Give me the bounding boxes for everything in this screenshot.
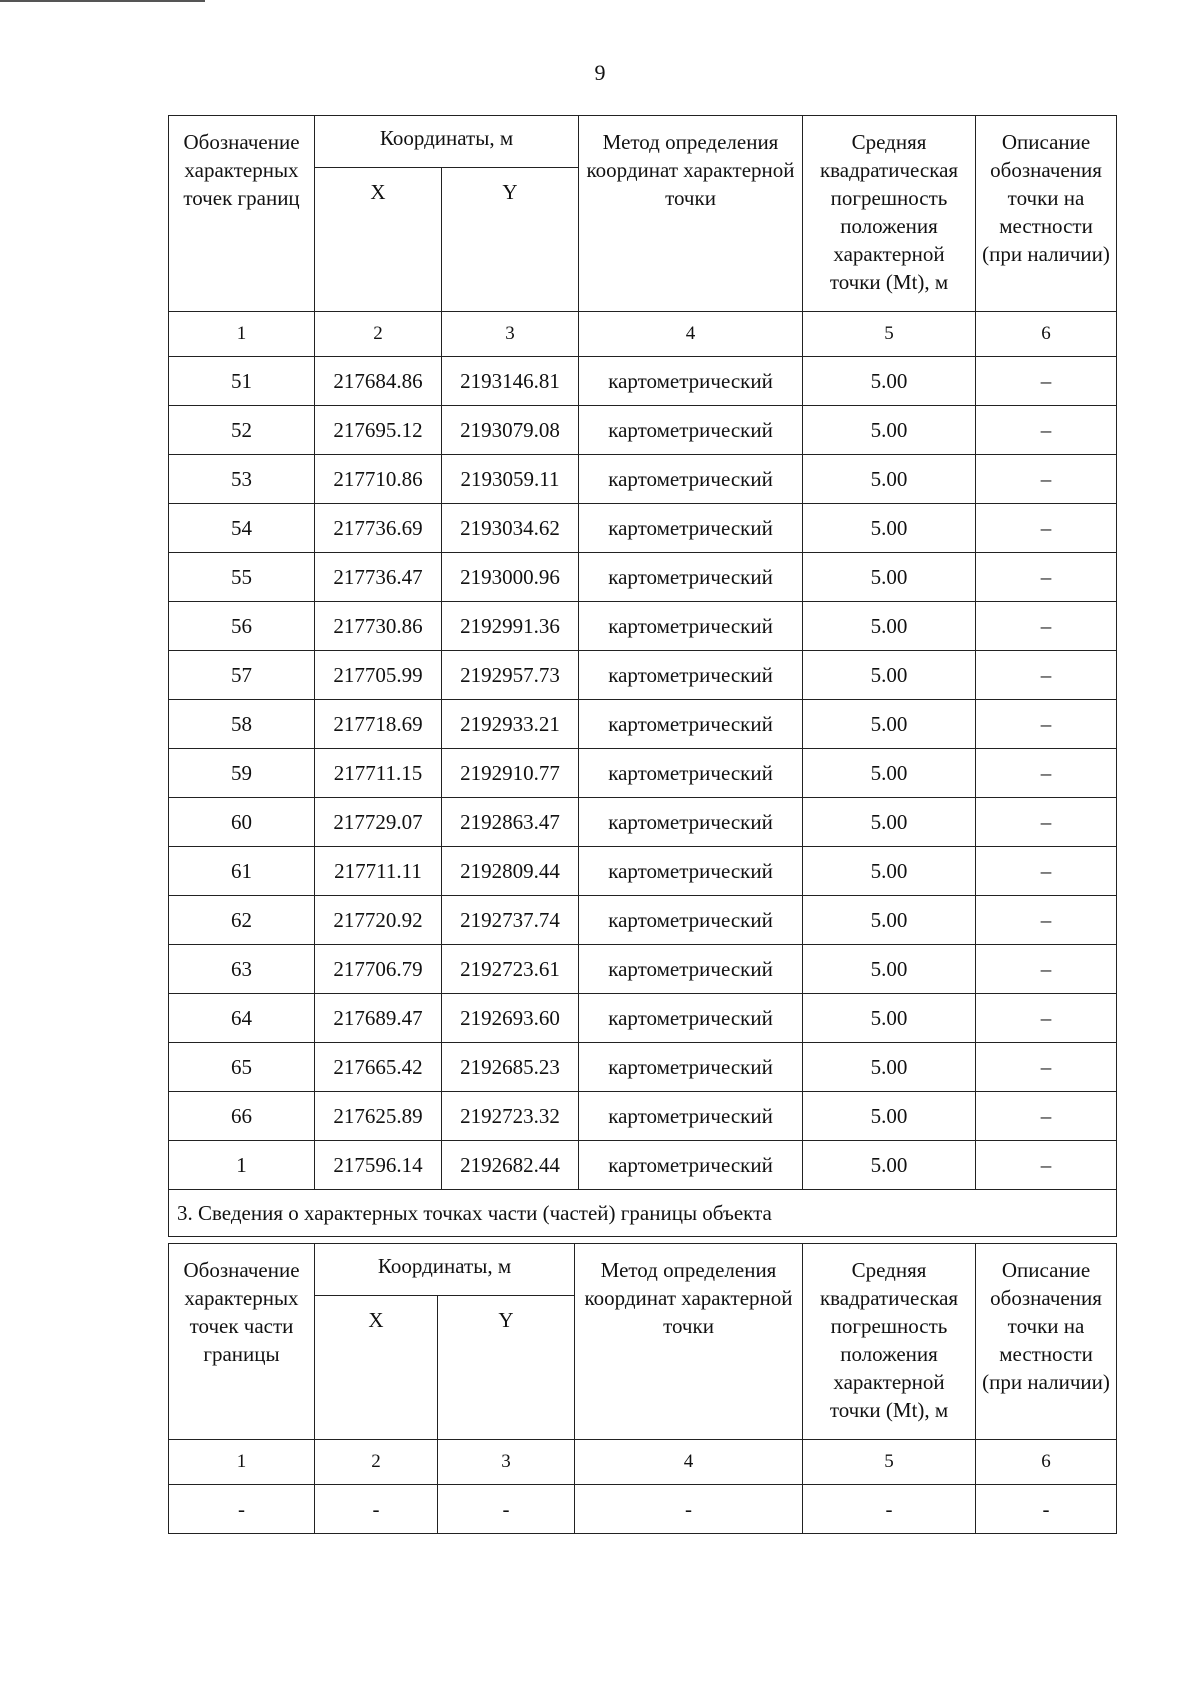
- y-coordinate-cell: 2193034.62: [442, 504, 579, 553]
- description-cell: –: [976, 994, 1117, 1043]
- table-header-row: [169, 1244, 1117, 1296]
- x-coordinate-cell: 217710.86: [315, 455, 442, 504]
- mean-error-cell: 5.00: [803, 1092, 976, 1141]
- table-row: [169, 1043, 1117, 1092]
- method-cell: картометрический: [579, 1141, 803, 1190]
- method-cell: картометрический: [579, 847, 803, 896]
- y-coordinate-cell: 2193000.96: [442, 553, 579, 602]
- boundary-points-table: [168, 115, 1117, 1237]
- section-title-row: [169, 1190, 1117, 1237]
- mean-error-cell: 5.00: [803, 847, 976, 896]
- table-row: [169, 406, 1117, 455]
- method-cell: картометрический: [579, 406, 803, 455]
- table-row: [169, 1141, 1117, 1190]
- x-coordinate-cell: 217718.69: [315, 700, 442, 749]
- method-cell: картометрический: [579, 651, 803, 700]
- x-coordinate-cell: -: [315, 1485, 438, 1534]
- table-row: [169, 749, 1117, 798]
- header-method: Метод определения координат характерной точки: [579, 116, 803, 312]
- point-id-cell: 65: [169, 1043, 315, 1092]
- x-coordinate-cell: 217729.07: [315, 798, 442, 847]
- y-coordinate-cell: 2192991.36: [442, 602, 579, 651]
- description-cell: –: [976, 504, 1117, 553]
- x-coordinate-cell: 217730.86: [315, 602, 442, 651]
- description-cell: –: [976, 1092, 1117, 1141]
- point-id-cell: 63: [169, 945, 315, 994]
- mean-error-cell: 5.00: [803, 553, 976, 602]
- method-cell: картометрический: [579, 994, 803, 1043]
- table-row: [169, 994, 1117, 1043]
- y-coordinate-cell: 2192933.21: [442, 700, 579, 749]
- y-coordinate-cell: 2192737.74: [442, 896, 579, 945]
- column-number: 2: [315, 1440, 438, 1485]
- point-id-cell: 62: [169, 896, 315, 945]
- method-cell: картометрический: [579, 504, 803, 553]
- description-cell: –: [976, 651, 1117, 700]
- table-header-row: [169, 116, 1117, 168]
- point-id-cell: 58: [169, 700, 315, 749]
- method-cell: картометрический: [579, 896, 803, 945]
- point-id-cell: 56: [169, 602, 315, 651]
- method-cell: картометрический: [579, 1043, 803, 1092]
- table-row: [169, 504, 1117, 553]
- method-cell: картометрический: [579, 945, 803, 994]
- y-coordinate-cell: 2192685.23: [442, 1043, 579, 1092]
- column-number: 6: [976, 1440, 1117, 1485]
- table-row: [169, 847, 1117, 896]
- column-number: 5: [803, 1440, 976, 1485]
- section-title: 3. Сведения о характерных точках части (частей) границы объекта: [169, 1190, 1117, 1237]
- x-coordinate-cell: 217711.11: [315, 847, 442, 896]
- mean-error-cell: 5.00: [803, 455, 976, 504]
- x-coordinate-cell: 217736.69: [315, 504, 442, 553]
- table-row: [169, 896, 1117, 945]
- y-coordinate-cell: 2192957.73: [442, 651, 579, 700]
- method-cell: картометрический: [579, 455, 803, 504]
- point-id-cell: 64: [169, 994, 315, 1043]
- table-row: [169, 1485, 1117, 1534]
- header-point-designation: Обозначение характерных точек границ: [169, 116, 315, 312]
- method-cell: картометрический: [579, 357, 803, 406]
- y-coordinate-cell: 2192723.61: [442, 945, 579, 994]
- mean-error-cell: 5.00: [803, 602, 976, 651]
- header-x: X: [315, 168, 442, 312]
- mean-error-cell: 5.00: [803, 994, 976, 1043]
- column-number-row: [169, 1440, 1117, 1485]
- column-number-row: [169, 312, 1117, 357]
- y-coordinate-cell: 2192682.44: [442, 1141, 579, 1190]
- y-coordinate-cell: 2192693.60: [442, 994, 579, 1043]
- table-row: [169, 553, 1117, 602]
- y-coordinate-cell: 2193059.11: [442, 455, 579, 504]
- header-mean-error: Средняя квадратическая погрешность положения характерной точки (Mt), м: [803, 116, 976, 312]
- column-number: 1: [169, 312, 315, 357]
- y-coordinate-cell: 2192723.32: [442, 1092, 579, 1141]
- mean-error-cell: 5.00: [803, 406, 976, 455]
- method-cell: картометрический: [579, 1092, 803, 1141]
- method-cell: картометрический: [579, 553, 803, 602]
- point-id-cell: 53: [169, 455, 315, 504]
- point-id-cell: 55: [169, 553, 315, 602]
- method-cell: картометрический: [579, 749, 803, 798]
- table-row: [169, 651, 1117, 700]
- description-cell: –: [976, 847, 1117, 896]
- x-coordinate-cell: 217695.12: [315, 406, 442, 455]
- header-point-designation: Обозначение характерных точек части границы: [169, 1244, 315, 1440]
- header-coordinates: Координаты, м: [315, 1244, 575, 1296]
- point-id-cell: 60: [169, 798, 315, 847]
- column-number: 6: [976, 312, 1117, 357]
- point-id-cell: 54: [169, 504, 315, 553]
- point-id-cell: 57: [169, 651, 315, 700]
- description-cell: –: [976, 798, 1117, 847]
- table-row: [169, 1092, 1117, 1141]
- header-x: X: [315, 1296, 438, 1440]
- description-cell: –: [976, 896, 1117, 945]
- point-id-cell: -: [169, 1485, 315, 1534]
- column-number: 3: [442, 312, 579, 357]
- header-y: Y: [438, 1296, 575, 1440]
- header-mean-error: Средняя квадратическая погрешность положения характерной точки (Mt), м: [803, 1244, 976, 1440]
- description-cell: –: [976, 357, 1117, 406]
- header-description: Описание обозначения точки на местности (при наличии): [976, 116, 1117, 312]
- mean-error-cell: 5.00: [803, 1043, 976, 1092]
- point-id-cell: 61: [169, 847, 315, 896]
- description-cell: –: [976, 1141, 1117, 1190]
- column-number: 2: [315, 312, 442, 357]
- method-cell: картометрический: [579, 602, 803, 651]
- method-cell: -: [575, 1485, 803, 1534]
- table-row: [169, 798, 1117, 847]
- column-number: 3: [438, 1440, 575, 1485]
- point-id-cell: 52: [169, 406, 315, 455]
- y-coordinate-cell: 2192863.47: [442, 798, 579, 847]
- header-y: Y: [442, 168, 579, 312]
- x-coordinate-cell: 217711.15: [315, 749, 442, 798]
- description-cell: –: [976, 406, 1117, 455]
- x-coordinate-cell: 217684.86: [315, 357, 442, 406]
- y-coordinate-cell: 2192910.77: [442, 749, 579, 798]
- y-coordinate-cell: 2192809.44: [442, 847, 579, 896]
- mean-error-cell: 5.00: [803, 798, 976, 847]
- y-coordinate-cell: 2193079.08: [442, 406, 579, 455]
- point-id-cell: 59: [169, 749, 315, 798]
- description-cell: –: [976, 553, 1117, 602]
- point-id-cell: 1: [169, 1141, 315, 1190]
- table-row: [169, 455, 1117, 504]
- mean-error-cell: 5.00: [803, 749, 976, 798]
- header-description: Описание обозначения точки на местности (при наличии): [976, 1244, 1117, 1440]
- table-row: [169, 602, 1117, 651]
- description-cell: -: [976, 1485, 1117, 1534]
- mean-error-cell: 5.00: [803, 945, 976, 994]
- description-cell: –: [976, 455, 1117, 504]
- x-coordinate-cell: 217689.47: [315, 994, 442, 1043]
- y-coordinate-cell: 2193146.81: [442, 357, 579, 406]
- column-number: 4: [579, 312, 803, 357]
- mean-error-cell: 5.00: [803, 504, 976, 553]
- mean-error-cell: 5.00: [803, 896, 976, 945]
- header-method: Метод определения координат характерной точки: [575, 1244, 803, 1440]
- mean-error-cell: 5.00: [803, 651, 976, 700]
- page-number: 9: [594, 60, 606, 85]
- method-cell: картометрический: [579, 700, 803, 749]
- mean-error-cell: -: [803, 1485, 976, 1534]
- point-id-cell: 66: [169, 1092, 315, 1141]
- table-row: [169, 357, 1117, 406]
- description-cell: –: [976, 602, 1117, 651]
- mean-error-cell: 5.00: [803, 700, 976, 749]
- column-number: 5: [803, 312, 976, 357]
- mean-error-cell: 5.00: [803, 357, 976, 406]
- part-boundary-points-table: [168, 1243, 1117, 1534]
- x-coordinate-cell: 217705.99: [315, 651, 442, 700]
- x-coordinate-cell: 217625.89: [315, 1092, 442, 1141]
- description-cell: –: [976, 749, 1117, 798]
- description-cell: –: [976, 700, 1117, 749]
- x-coordinate-cell: 217596.14: [315, 1141, 442, 1190]
- point-id-cell: 51: [169, 357, 315, 406]
- x-coordinate-cell: 217736.47: [315, 553, 442, 602]
- header-coordinates: Координаты, м: [315, 116, 579, 168]
- x-coordinate-cell: 217665.42: [315, 1043, 442, 1092]
- table-row: [169, 945, 1117, 994]
- method-cell: картометрический: [579, 798, 803, 847]
- description-cell: –: [976, 1043, 1117, 1092]
- column-number: 4: [575, 1440, 803, 1485]
- column-number: 1: [169, 1440, 315, 1485]
- y-coordinate-cell: -: [438, 1485, 575, 1534]
- x-coordinate-cell: 217720.92: [315, 896, 442, 945]
- mean-error-cell: 5.00: [803, 1141, 976, 1190]
- table-row: [169, 700, 1117, 749]
- scan-edge-mark: [0, 0, 205, 2]
- description-cell: –: [976, 945, 1117, 994]
- x-coordinate-cell: 217706.79: [315, 945, 442, 994]
